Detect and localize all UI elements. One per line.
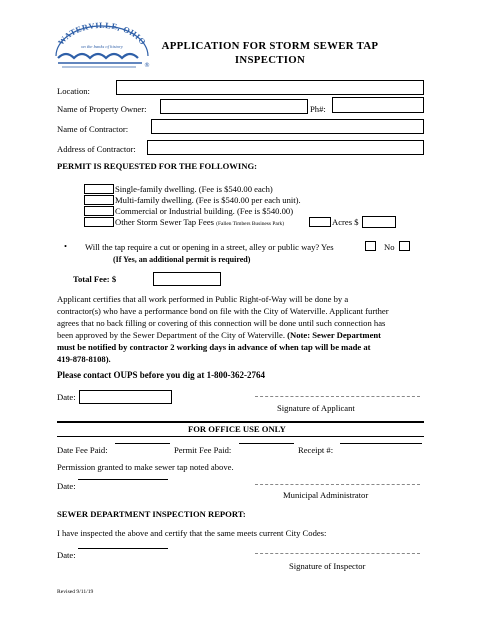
certification-text: been approved by the Sewer Department of the City of Waterville. xyxy=(57,330,286,340)
certification-note-line-2: must be notified by contractor 2 working days in advance of when tap will be made at xyxy=(57,342,371,352)
inspector-signature-line[interactable] xyxy=(255,553,420,554)
single-family-checkbox[interactable] xyxy=(84,184,114,194)
total-fee-label: Total Fee: $ xyxy=(73,274,117,284)
form-title-line-1: APPLICATION FOR STORM SEWER TAP xyxy=(161,40,379,52)
certification-line-4 xyxy=(57,331,381,340)
date-fee-paid-label: Date Fee Paid: xyxy=(57,445,108,455)
acres-amount-field[interactable] xyxy=(362,216,396,228)
office-date-field[interactable] xyxy=(78,479,168,480)
permit-fee-paid-field[interactable] xyxy=(239,443,294,444)
applicant-signature-line[interactable] xyxy=(255,396,420,397)
form-title xyxy=(135,39,405,67)
inspection-date-field[interactable] xyxy=(78,548,168,549)
administrator-signature-line[interactable] xyxy=(255,484,420,485)
commercial-label: Commercial or Industrial building. (Fee is $540.00) xyxy=(115,206,294,216)
svg-text:WATERVILLE, OHIO xyxy=(56,21,147,47)
applicant-signature-label: Signature of Applicant xyxy=(277,403,355,413)
applicant-date-label: Date: xyxy=(57,392,76,402)
inspection-date-label: Date: xyxy=(57,550,76,560)
receipt-field[interactable] xyxy=(340,443,422,444)
receipt-label: Receipt #: xyxy=(298,445,334,455)
registered-mark: ® xyxy=(144,62,150,69)
applicant-date-field[interactable] xyxy=(79,390,172,404)
other-fees-text: Other Storm Sewer Tap Fees xyxy=(115,217,215,227)
tap-note: (If Yes, an additional permit is required) xyxy=(113,255,251,264)
acres-small-field[interactable] xyxy=(309,217,331,227)
other-fees-label xyxy=(115,218,284,227)
office-heading: FOR OFFICE USE ONLY xyxy=(188,424,286,434)
form-title-line-2: INSPECTION xyxy=(234,54,306,66)
date-fee-paid-field[interactable] xyxy=(115,443,170,444)
total-fee-field[interactable] xyxy=(153,272,221,286)
certification-note-start: (Note: Sewer Department xyxy=(287,330,382,340)
phone-field[interactable] xyxy=(332,97,424,113)
office-divider-top xyxy=(57,421,424,423)
multi-family-checkbox[interactable] xyxy=(84,195,114,205)
permit-heading: PERMIT IS REQUESTED FOR THE FOLLOWING: xyxy=(57,161,258,171)
certification-line-3: agrees that no back filling or covering of this connection will be done until such connection has xyxy=(57,318,386,328)
revised-date: Revised 9/11/19 xyxy=(57,589,94,595)
office-divider-bottom xyxy=(57,436,424,437)
owner-label: Name of Property Owner: xyxy=(57,104,147,114)
inspection-statement: I have inspected the above and certify that the same meets current City Codes: xyxy=(57,528,327,538)
contractor-field[interactable] xyxy=(151,119,424,134)
inspector-signature-label: Signature of Inspector xyxy=(289,561,366,571)
other-fees-note: (Fallen Timbers Business Park) xyxy=(216,221,285,227)
tap-yes-checkbox[interactable] xyxy=(365,241,376,251)
contractor-label: Name of Contractor: xyxy=(57,124,129,134)
tap-no-checkbox[interactable] xyxy=(399,241,410,251)
commercial-checkbox[interactable] xyxy=(84,206,114,216)
location-field[interactable] xyxy=(116,80,424,95)
tap-no-label: No xyxy=(384,242,395,252)
multi-family-label: Multi-family dwelling. (Fee is $540.00 per each unit). xyxy=(115,195,301,205)
other-fees-checkbox[interactable] xyxy=(84,217,114,227)
certification-line-1: Applicant certifies that all work performed in Public Right-of-Way will be done by a xyxy=(57,294,349,304)
permit-fee-paid-label: Permit Fee Paid: xyxy=(174,445,232,455)
oups-notice: Please contact OUPS before you dig at 1-800-362-2764 xyxy=(57,370,266,380)
acres-label: Acres $ xyxy=(332,217,359,227)
ph-label: Ph#: xyxy=(310,104,326,114)
owner-field[interactable] xyxy=(160,99,308,114)
administrator-label: Municipal Administrator xyxy=(283,490,369,500)
address-field[interactable] xyxy=(147,140,424,155)
permission-text: Permission granted to make sewer tap noted above. xyxy=(57,462,234,472)
tap-question: Will the tap require a cut or opening in a street, alley or public way? Yes xyxy=(85,242,334,252)
address-label: Address of Contractor: xyxy=(57,144,136,154)
office-date-label: Date: xyxy=(57,481,76,491)
bullet: • xyxy=(64,241,68,251)
logo-tagline: on the banks of history xyxy=(81,44,123,49)
inspection-heading: SEWER DEPARTMENT INSPECTION REPORT: xyxy=(57,509,246,519)
certification-note-line-3: 419-878-8108). xyxy=(57,354,111,364)
location-label: Location: xyxy=(57,86,90,96)
logo-arc-text: WATERVILLE, OHIO xyxy=(56,20,148,47)
certification-line-2: contractor(s) who have a performance bond on file with the City of Waterville. Applicant further xyxy=(57,306,389,316)
single-family-label: Single-family dwelling. (Fee is $540.00 each) xyxy=(115,184,273,194)
